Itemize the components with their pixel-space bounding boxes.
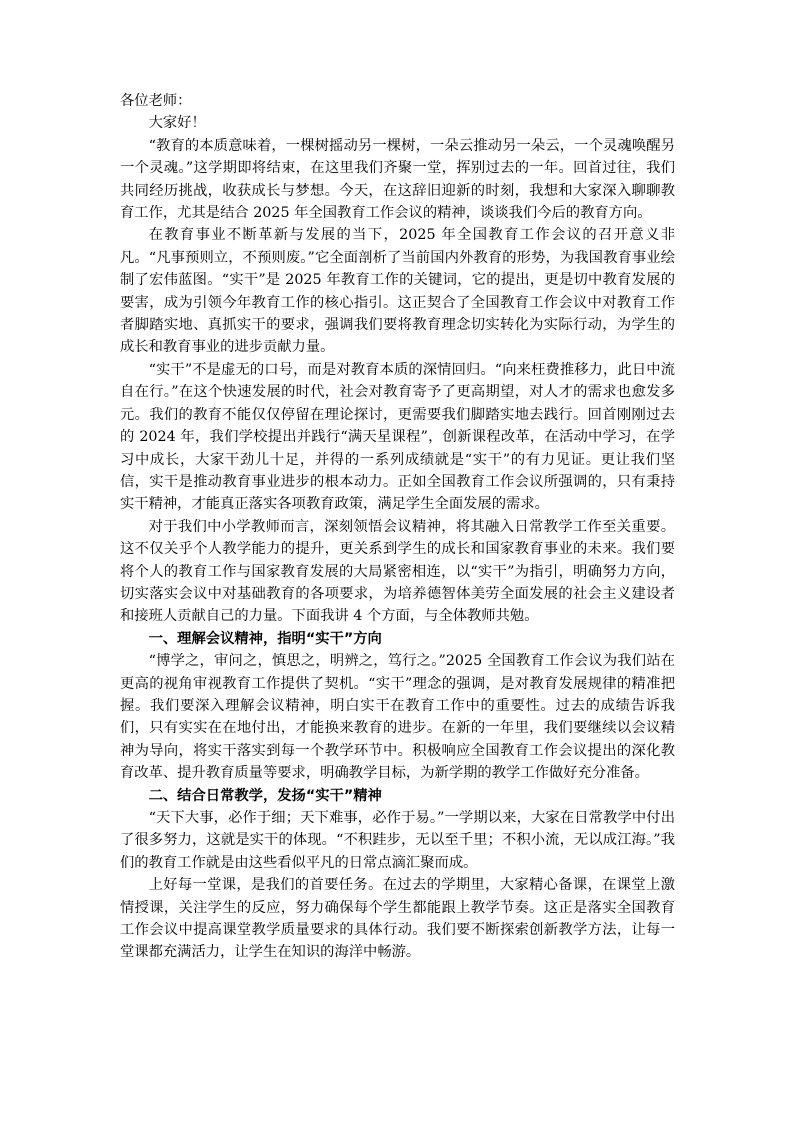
paragraph: 对于我们中小学教师而言，深刻领悟会议精神，将其融入日常教学工作至关重要。这不仅关乎个人教学能力的提升，更关系到学生的成长和国家教育事业的未来。我们要将个人的教育工作与国家教育发展的大局紧密相连，以“实干”为指引，明确努力方向，切实落实会议中对基础教育的各项要求，为培养德智体美劳全面发展的社会主义建设者和接班人贡献自己的力量。下面我讲 4 个方面，与全体教师共勉。 [120, 518, 675, 625]
salutation: 各位老师： [120, 93, 192, 109]
section-heading-2: 二、结合日常教学，发扬“实干”精神 [148, 787, 382, 804]
greeting: 大家好！ [148, 115, 206, 132]
document-page [120, 90, 675, 964]
paragraph: “实干”不是虚无的口号，而是对教育本质的深情回归。“向来枉费推移力，此日中流自在行。”在这个快速发展的时代，社会对教育寄予了更高期望，对人才的需求也愈发多元。我们的教育不能仅仅停留在理论探讨，更需要我们脚踏实地去践行。回首刚刚过去的 2024 年，我们学校提出并践行“满天星课程”，创新课程改革，在活动中学习，在学习中成长，大家干劲儿十足，并得的一系列成绩就是“实干”的有力见证。更让我们坚信，实干是推动教育事业进步的根本动力。正如全国教育工作会议所强调的，只有秉持实干精神，才能真正落实各项教育政策，满足学生全面发展的需求。 [120, 361, 675, 513]
section-heading-1: 一、理解会议精神，指明“实干”方向 [148, 630, 382, 647]
paragraph: “博学之，审问之，慎思之，明辨之，笃行之。”2025 全国教育工作会议为我们站在更高的视角审视教育工作提供了契机。“实干”理念的强调，是对教育发展规律的精准把握。我们要深入理解会议精神，明白实干在教育工作中的重要性。过去的成绩告诉我们，只有实实在在地付出，才能换来教育的进步。在新的一年里，我们要继续以会议精神为导向，将实干落实到每一个教学环节中。积极响应全国教育工作会议提出的深化教育改革、提升教育质量等要求，明确教学目标，为新学期的教学工作做好充分准备。 [120, 653, 675, 782]
paragraph: “教育的本质意味着，一棵树摇动另一棵树，一朵云推动另一朵云，一个灵魂唤醒另一个灵魂。”这学期即将结束，在这里我们齐聚一堂，挥别过去的一年。回首过往，我们共同经历挑战，收获成长与梦想。今天，在这辞旧迎新的时刻，我想和大家深入聊聊教育工作，尤其是结合 2025 年全国教育工作会议的精神，谈谈我们今后的教育方向。 [120, 137, 675, 222]
paragraph: “天下大事，必作于细；天下难事，必作于易。”一学期以来，大家在日常教学中付出了很多努力，这就是实干的体现。“不积跬步，无以至千里；不积小流，无以成江海。”我们的教育工作就是由这些看似平凡的日常点滴汇聚而成。 [120, 810, 675, 871]
paragraph: 上好每一堂课，是我们的首要任务。在过去的学期里，大家精心备课，在课堂上激情授课，关注学生的反应，努力确保每个学生都能跟上教学节奏。这正是落实全国教育工作会议中提高课堂教学质量要求的具体行动。我们要不断探索创新教学方法，让每一堂课都充满活力，让学生在知识的海洋中畅游。 [120, 877, 675, 961]
paragraph: 在教育事业不断革新与发展的当下，2025 年全国教育工作会议的召开意义非凡。“凡事预则立，不预则废。”它全面剖析了当前国内外教育的形势，为我国教育事业绘制了宏伟蓝图。“实干”是 2025 年教育工作的关键词，它的提出，更是切中教育发展的要害，成为引领今年教育工作的核心指引。这正契合了全国教育工作会议中对教育工作者脚踏实地、真抓实干的要求，强调我们要将教育理念切实转化为实际行动，为学生的成长和教育事业的进步贡献力量。 [120, 227, 675, 356]
